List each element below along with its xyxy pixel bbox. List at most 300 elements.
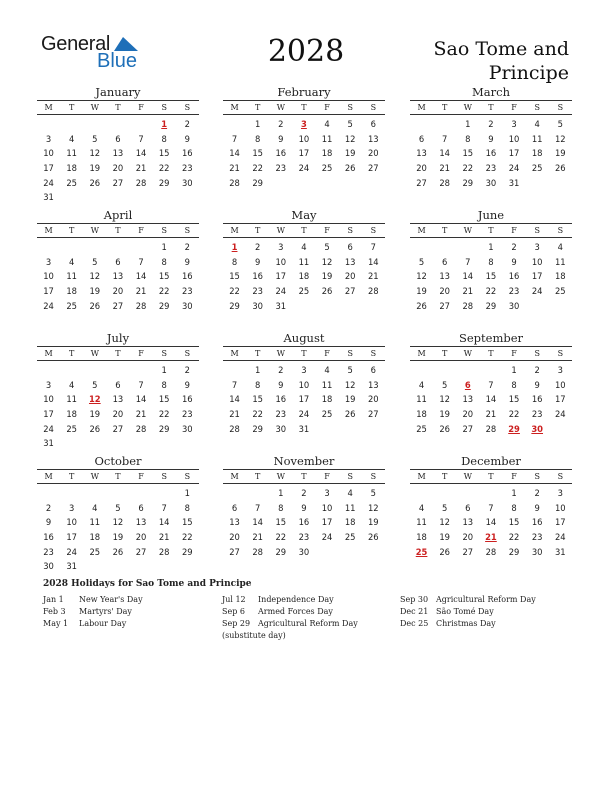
- day-cell: 12: [321, 256, 333, 267]
- day-cell: 3: [534, 242, 540, 253]
- holiday-column: [43, 594, 143, 630]
- day-cell: 12: [439, 394, 451, 405]
- day-cell: 7: [370, 242, 376, 253]
- week-row: [410, 486, 572, 501]
- week-row: [410, 269, 572, 284]
- day-cell: 14: [135, 148, 147, 159]
- day-cell: 26: [439, 423, 451, 434]
- day-cell: 30: [181, 177, 193, 188]
- weekday-label: F: [138, 349, 144, 358]
- day-cell: 16: [181, 394, 193, 405]
- month-title: January: [95, 85, 141, 99]
- week-row: [223, 515, 385, 530]
- day-cell: 23: [531, 532, 543, 543]
- day-cell: 30: [43, 561, 54, 572]
- week-row: [37, 559, 199, 574]
- holiday-name: New Year's Day: [79, 595, 143, 604]
- holiday-name: Martyrs' Day: [79, 607, 132, 616]
- day-cell: 14: [229, 394, 240, 405]
- weekday-label: S: [534, 349, 540, 358]
- day-cell: 27: [112, 423, 124, 434]
- day-cell: 16: [531, 394, 543, 405]
- day-cell: 29: [508, 546, 520, 557]
- day-cell: 17: [275, 271, 287, 282]
- weekday-label: S: [184, 472, 191, 481]
- day-cell: 12: [112, 517, 124, 528]
- day-cell: 29: [275, 546, 287, 557]
- weekday-label: W: [276, 349, 285, 358]
- day-cell: 11: [416, 394, 427, 405]
- day-cell: 19: [89, 409, 101, 420]
- day-cell: 27: [135, 546, 147, 557]
- day-cell: 23: [181, 409, 193, 420]
- day-cell: 19: [554, 148, 566, 159]
- day-cell: 23: [275, 163, 287, 174]
- day-cell: 26: [89, 177, 101, 188]
- week-row: [37, 269, 199, 284]
- weekday-header: [410, 469, 572, 484]
- day-cell: 19: [344, 394, 356, 405]
- month-april: [37, 207, 199, 313]
- day-cell: 19: [89, 286, 101, 297]
- weekday-label: F: [138, 472, 144, 481]
- weekday-label: S: [557, 349, 564, 358]
- day-cell: 11: [89, 517, 101, 528]
- holiday-date: Feb 3: [43, 607, 66, 616]
- weekday-label: F: [324, 226, 330, 235]
- day-cell: 24: [43, 423, 54, 434]
- day-cell: 20: [416, 163, 427, 174]
- day-cell: 2: [184, 242, 190, 253]
- day-cell: 26: [344, 163, 356, 174]
- day-cell: 24: [275, 286, 287, 297]
- holiday-item: [222, 606, 358, 618]
- day-cell: 14: [462, 271, 474, 282]
- day-cell: 3: [557, 488, 563, 499]
- week-row: [37, 255, 199, 270]
- day-cell: 31: [66, 561, 78, 572]
- day-cell: 30: [508, 300, 520, 311]
- day-cell: 5: [92, 133, 98, 144]
- day-cell: 24: [554, 532, 566, 543]
- day-cell: 25: [298, 286, 310, 297]
- day-cell: 22: [252, 163, 264, 174]
- weekday-label: T: [488, 472, 494, 481]
- day-cell: 20: [344, 271, 356, 282]
- day-cell: 22: [181, 532, 193, 543]
- day-cell: 20: [135, 532, 147, 543]
- day-cell: 10: [66, 517, 78, 528]
- day-cell: 2: [511, 242, 517, 253]
- day-cell: 21: [462, 286, 474, 297]
- day-cell: 19: [344, 148, 356, 159]
- day-cell: 20: [112, 409, 124, 420]
- day-cell: 21: [135, 286, 147, 297]
- day-cell: 18: [66, 163, 78, 174]
- weekday-label: T: [301, 472, 307, 481]
- holiday-date: Sep 6: [222, 607, 245, 616]
- month-title: May: [291, 208, 317, 222]
- day-cell: 20: [462, 409, 474, 420]
- day-cell: 28: [135, 300, 147, 311]
- day-cell: 7: [442, 133, 448, 144]
- day-cell: 16: [275, 148, 287, 159]
- weekday-label: T: [442, 472, 448, 481]
- day-cell: 31: [508, 177, 520, 188]
- day-cell: 23: [531, 409, 543, 420]
- day-cell: 18: [298, 271, 310, 282]
- logo: [41, 33, 141, 73]
- month-title: November: [273, 454, 335, 468]
- day-cell: 6: [231, 502, 238, 513]
- weekday-label: F: [138, 226, 144, 235]
- weekday-label: W: [463, 226, 472, 235]
- day-cell: 20: [112, 163, 124, 174]
- day-cell: 4: [324, 119, 330, 130]
- day-cell: 25: [66, 300, 78, 311]
- month-title: October: [94, 454, 142, 468]
- week-row: [410, 392, 572, 407]
- week-row: [410, 175, 572, 190]
- day-cell: 25: [89, 546, 101, 557]
- day-cell: 17: [298, 148, 310, 159]
- day-cell: 5: [347, 119, 353, 130]
- weekday-label: S: [161, 472, 167, 481]
- month-may: [223, 207, 385, 313]
- day-cell: 29: [252, 423, 264, 434]
- day-cell: 20: [462, 532, 474, 543]
- day-cell: 21: [485, 409, 497, 420]
- day-cell: 7: [465, 256, 471, 267]
- weekday-label: M: [230, 472, 239, 481]
- day-cell: 29: [462, 177, 474, 188]
- weekday-label: T: [488, 226, 494, 235]
- day-cell: 14: [367, 256, 379, 267]
- weekday-header: [37, 100, 199, 115]
- month-july: [37, 330, 199, 451]
- day-cell: 9: [255, 256, 261, 267]
- day-cell: 13: [344, 256, 356, 267]
- weekday-label: S: [370, 472, 377, 481]
- week-row: [37, 544, 199, 559]
- day-cell: 13: [367, 379, 379, 390]
- day-cell: 10: [554, 379, 566, 390]
- weekday-label: W: [276, 226, 285, 235]
- weekday-label: M: [230, 226, 239, 235]
- day-cell: 18: [531, 148, 543, 159]
- day-cell: 17: [531, 271, 543, 282]
- week-row: [223, 486, 385, 501]
- week-row: [410, 284, 572, 299]
- day-cell: 21: [229, 409, 240, 420]
- weekday-label: M: [230, 103, 239, 112]
- day-cell: 5: [442, 379, 448, 390]
- weekday-label: T: [255, 349, 261, 358]
- day-cell: 29: [158, 177, 170, 188]
- weekday-label: W: [90, 103, 99, 112]
- weekday-label: T: [442, 103, 448, 112]
- day-cell: 26: [112, 546, 124, 557]
- weekday-label: S: [347, 349, 353, 358]
- weekday-label: S: [557, 226, 564, 235]
- day-cell: 10: [43, 271, 54, 282]
- day-cell: 5: [418, 256, 425, 267]
- day-cell: 3: [45, 133, 52, 144]
- day-cell: 17: [43, 163, 54, 174]
- day-cell: 8: [465, 133, 471, 144]
- day-cell: 13: [135, 517, 147, 528]
- day-cell: 13: [112, 148, 124, 159]
- holiday-note: (substitute day): [222, 631, 286, 640]
- day-cell: 1: [255, 119, 261, 130]
- weekday-label: W: [90, 226, 99, 235]
- day-cell: 24: [298, 409, 310, 420]
- day-cell: 24: [298, 163, 310, 174]
- week-row: [37, 363, 199, 378]
- day-cell: 19: [416, 286, 427, 297]
- day-cell: 13: [462, 394, 474, 405]
- holiday-item: [400, 594, 536, 606]
- weekday-header: [410, 346, 572, 361]
- week-row: [223, 378, 385, 393]
- day-cell: 13: [416, 148, 427, 159]
- day-cell: 4: [301, 242, 307, 253]
- day-cell: 1: [255, 365, 261, 376]
- day-cell: 17: [43, 409, 54, 420]
- day-cell: 26: [89, 423, 101, 434]
- week-row: [37, 378, 199, 393]
- day-cell: 26: [367, 532, 379, 543]
- holiday-date: Dec 25: [400, 619, 429, 628]
- week-row: [410, 407, 572, 422]
- weekday-label: T: [255, 472, 261, 481]
- week-row: [410, 161, 572, 176]
- weekday-label: T: [69, 226, 75, 235]
- month-title: August: [283, 331, 325, 345]
- weekday-label: T: [69, 349, 75, 358]
- day-cell: 3: [278, 242, 284, 253]
- day-cell: 22: [229, 286, 240, 297]
- month-october: [37, 453, 199, 574]
- weekday-label: S: [557, 103, 564, 112]
- holiday-day-cell: 12: [88, 394, 101, 405]
- week-row: [37, 298, 199, 313]
- holiday-column: [222, 594, 358, 642]
- day-cell: 6: [418, 133, 425, 144]
- holiday-item: [43, 606, 143, 618]
- week-row: [223, 544, 385, 559]
- day-cell: 5: [324, 242, 330, 253]
- day-cell: 17: [321, 517, 333, 528]
- day-cell: 7: [488, 502, 494, 513]
- day-cell: 12: [89, 271, 101, 282]
- holiday-name: Armed Forces Day: [258, 607, 333, 616]
- weekday-header: [37, 346, 199, 361]
- month-june: [410, 207, 572, 313]
- day-cell: 10: [298, 133, 310, 144]
- month-february: [223, 84, 385, 190]
- weekday-label: F: [324, 103, 330, 112]
- day-cell: 19: [439, 532, 451, 543]
- day-cell: 7: [161, 502, 167, 513]
- week-row: [410, 117, 572, 132]
- weekday-label: F: [138, 103, 144, 112]
- weekday-label: F: [511, 349, 517, 358]
- week-row: [37, 284, 199, 299]
- day-cell: 1: [465, 119, 471, 130]
- day-cell: 30: [181, 423, 193, 434]
- day-cell: 2: [278, 119, 284, 130]
- day-cell: 26: [321, 286, 333, 297]
- day-cell: 3: [557, 365, 563, 376]
- day-cell: 25: [554, 286, 566, 297]
- week-row: [223, 255, 385, 270]
- holiday-item: [43, 594, 143, 606]
- holiday-name: Agricultural Reform Day: [258, 619, 358, 628]
- month-title: April: [103, 208, 133, 222]
- week-row: [37, 501, 199, 516]
- day-cell: 4: [534, 119, 540, 130]
- day-cell: 29: [158, 423, 170, 434]
- week-row: [37, 132, 199, 147]
- holiday-day-cell: 30: [531, 423, 544, 434]
- day-cell: 10: [43, 394, 54, 405]
- day-cell: 15: [229, 271, 240, 282]
- day-cell: 18: [321, 394, 333, 405]
- day-cell: 1: [511, 488, 517, 499]
- week-row: [37, 515, 199, 530]
- weekday-label: M: [44, 103, 53, 112]
- day-cell: 27: [112, 177, 124, 188]
- day-cell: 24: [554, 409, 566, 420]
- day-cell: 11: [321, 379, 333, 390]
- day-cell: 9: [184, 379, 190, 390]
- day-cell: 31: [275, 300, 287, 311]
- day-cell: 27: [229, 546, 240, 557]
- day-cell: 22: [275, 532, 287, 543]
- day-cell: 16: [508, 271, 520, 282]
- day-cell: 28: [252, 546, 264, 557]
- day-cell: 10: [508, 133, 520, 144]
- day-cell: 11: [66, 394, 78, 405]
- day-cell: 28: [462, 300, 474, 311]
- day-cell: 25: [344, 532, 356, 543]
- day-cell: 4: [69, 256, 75, 267]
- day-cell: 8: [255, 379, 261, 390]
- day-cell: 19: [439, 409, 451, 420]
- weekday-label: T: [488, 349, 494, 358]
- day-cell: 26: [439, 546, 451, 557]
- day-cell: 6: [370, 365, 376, 376]
- holiday-column: [400, 594, 536, 630]
- day-cell: 30: [298, 546, 310, 557]
- day-cell: 12: [89, 148, 101, 159]
- week-row: [410, 255, 572, 270]
- day-cell: 8: [161, 256, 167, 267]
- logo-text-general: General: [41, 33, 111, 55]
- week-row: [410, 530, 572, 545]
- day-cell: 6: [115, 256, 121, 267]
- day-cell: 12: [344, 133, 356, 144]
- day-cell: 2: [255, 242, 261, 253]
- day-cell: 31: [43, 438, 54, 449]
- day-cell: 6: [115, 379, 121, 390]
- weekday-label: T: [115, 472, 121, 481]
- week-row: [223, 146, 385, 161]
- holiday-item: [43, 618, 143, 630]
- holiday-item: [400, 606, 536, 618]
- day-cell: 30: [181, 300, 193, 311]
- day-cell: 6: [465, 502, 471, 513]
- weekday-label: T: [442, 349, 448, 358]
- day-cell: 21: [439, 163, 451, 174]
- month-august: [223, 330, 385, 436]
- day-cell: 31: [43, 192, 54, 203]
- day-cell: 11: [66, 271, 78, 282]
- day-cell: 5: [115, 502, 121, 513]
- holiday-date: Sep 29: [222, 619, 251, 628]
- weekday-header: [223, 469, 385, 484]
- day-cell: 15: [158, 148, 170, 159]
- day-cell: 26: [554, 163, 566, 174]
- weekday-label: S: [557, 472, 564, 481]
- day-cell: 7: [231, 379, 238, 390]
- holidays-title: 2028 Holidays for Sao Tome and Principe: [43, 579, 252, 589]
- day-cell: 8: [488, 256, 494, 267]
- weekday-label: M: [230, 349, 239, 358]
- week-row: [223, 407, 385, 422]
- weekday-label: F: [511, 472, 517, 481]
- weekday-label: S: [161, 103, 167, 112]
- day-cell: 3: [511, 119, 517, 130]
- week-row: [223, 363, 385, 378]
- weekday-header: [410, 223, 572, 238]
- day-cell: 10: [321, 502, 333, 513]
- day-cell: 28: [485, 423, 497, 434]
- day-cell: 13: [229, 517, 240, 528]
- day-cell: 9: [301, 502, 307, 513]
- day-cell: 7: [231, 133, 238, 144]
- day-cell: 24: [43, 177, 54, 188]
- day-cell: 9: [278, 133, 284, 144]
- day-cell: 13: [367, 133, 379, 144]
- weekday-label: S: [161, 349, 167, 358]
- week-row: [410, 146, 572, 161]
- week-row: [37, 240, 199, 255]
- day-cell: 8: [511, 502, 517, 513]
- day-cell: 8: [231, 256, 238, 267]
- day-cell: 29: [252, 177, 264, 188]
- day-cell: 21: [135, 409, 147, 420]
- month-title: July: [106, 331, 130, 345]
- day-cell: 3: [45, 256, 52, 267]
- day-cell: 5: [557, 119, 563, 130]
- day-cell: 17: [554, 517, 566, 528]
- weekday-label: F: [511, 226, 517, 235]
- day-cell: 6: [138, 502, 144, 513]
- holiday-date: Jan 1: [43, 595, 64, 604]
- holiday-name: São Tomé Day: [436, 607, 494, 616]
- day-cell: 8: [511, 379, 517, 390]
- day-cell: 1: [488, 242, 494, 253]
- day-cell: 29: [158, 300, 170, 311]
- day-cell: 18: [321, 148, 333, 159]
- weekday-label: S: [161, 226, 167, 235]
- weekday-label: S: [534, 226, 540, 235]
- day-cell: 15: [462, 148, 474, 159]
- day-cell: 18: [66, 409, 78, 420]
- day-cell: 18: [344, 517, 356, 528]
